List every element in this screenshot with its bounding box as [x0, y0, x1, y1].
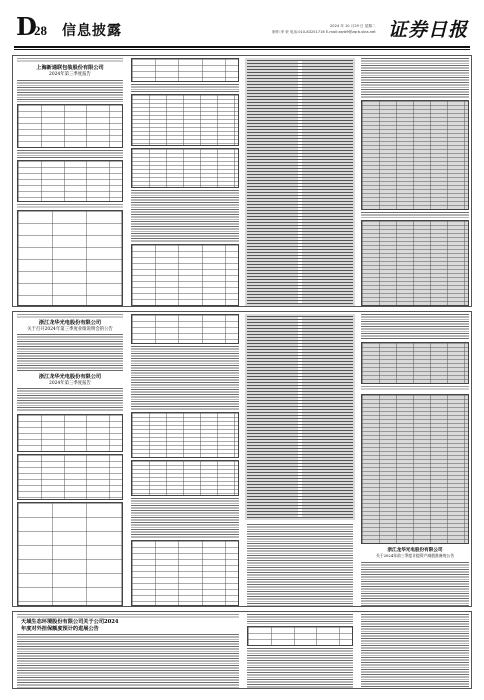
- section-title: 信息披露: [62, 23, 122, 39]
- text-block: [131, 84, 239, 92]
- data-table: [131, 148, 239, 188]
- data-table: [131, 412, 239, 458]
- column-3: [245, 314, 355, 606]
- data-table: [17, 160, 123, 202]
- header-rule-thin: [14, 49, 470, 50]
- editor-contact: 制作:李 荣 电话:010-83251716 E-mail:zqrb9@zqrb.sina.net: [272, 30, 376, 34]
- text-block: [361, 386, 469, 390]
- announcement-subtitle: 关于2024年前三季度计提资产减值准备的公告: [375, 553, 454, 558]
- text-block: [131, 190, 239, 242]
- announcement-subtitle: 关于召开2024年第三季度业绩说明会的公告: [27, 327, 113, 332]
- text-block: [17, 388, 123, 412]
- text-block: [361, 58, 469, 98]
- financial-table: [361, 100, 469, 210]
- financial-table: [361, 220, 469, 306]
- announcement-title: 天域生态环境股份有限公司关于公司2024: [21, 619, 119, 625]
- text-block: [17, 204, 123, 208]
- announcement-subtitle: 2024年第三季度报告: [49, 72, 91, 77]
- text-block: [361, 212, 469, 218]
- data-table: [17, 104, 123, 148]
- text-block: [361, 614, 469, 688]
- column-1: [15, 58, 125, 306]
- text-block: [17, 614, 239, 618]
- data-table: [131, 460, 239, 496]
- announcement-title: 浙江龙华光电股份有限公司: [387, 548, 443, 553]
- financial-table: [361, 394, 469, 544]
- issue-date: 2024 年 10 月29 日 星期二: [330, 24, 376, 28]
- bottom-left-column: [15, 614, 241, 688]
- data-table: [131, 94, 239, 146]
- bottom-announcement-block: [12, 611, 472, 689]
- bottom-middle-column: [245, 614, 355, 688]
- column-2: [129, 58, 241, 306]
- text-block: [17, 80, 123, 102]
- page-number: 28: [34, 23, 47, 38]
- data-table: [17, 454, 123, 500]
- newspaper-logo: 证券日报: [387, 19, 468, 41]
- text-block: [131, 498, 239, 538]
- financial-table: [361, 342, 469, 384]
- data-table: [17, 210, 123, 306]
- text-block: [361, 562, 469, 606]
- text-block: [17, 314, 123, 319]
- header-rule: [14, 46, 470, 48]
- text-block: [17, 634, 239, 688]
- announcement-subtitle: 年度对外担保额度预计的进展公告: [21, 626, 99, 632]
- announcement-title: 浙江龙华光电股份有限公司: [38, 374, 102, 380]
- data-table: [131, 244, 239, 306]
- page-letter: D: [16, 12, 37, 41]
- text-block: [361, 314, 469, 340]
- text-block: [247, 524, 353, 606]
- announcement-title: 上海新通联包装股份有限公司: [36, 65, 104, 71]
- column-2: [129, 314, 241, 606]
- bottom-right-column: [359, 614, 471, 688]
- data-table: [17, 414, 123, 452]
- column-3: [245, 58, 355, 306]
- financial-table: [247, 60, 353, 304]
- column-4: [359, 314, 471, 606]
- middle-announcement-block: [12, 311, 472, 607]
- text-block: [17, 58, 123, 63]
- top-announcement-block: [12, 55, 472, 307]
- data-table: [247, 626, 353, 646]
- announcement-title: 浙江龙华光电股份有限公司: [38, 320, 102, 326]
- text-block: [17, 334, 123, 372]
- data-table: [131, 540, 239, 606]
- text-block: [247, 614, 353, 624]
- text-block: [17, 150, 123, 158]
- data-table: [131, 58, 239, 82]
- masthead: [10, 14, 476, 42]
- text-block: [131, 346, 239, 410]
- column-4: [359, 58, 471, 306]
- data-table: [131, 314, 239, 344]
- column-1: [15, 314, 125, 606]
- announcement-subtitle: 2024年第三季度报告: [49, 381, 91, 386]
- data-table: [17, 502, 123, 606]
- text-block: [247, 648, 353, 688]
- financial-table: [247, 316, 353, 518]
